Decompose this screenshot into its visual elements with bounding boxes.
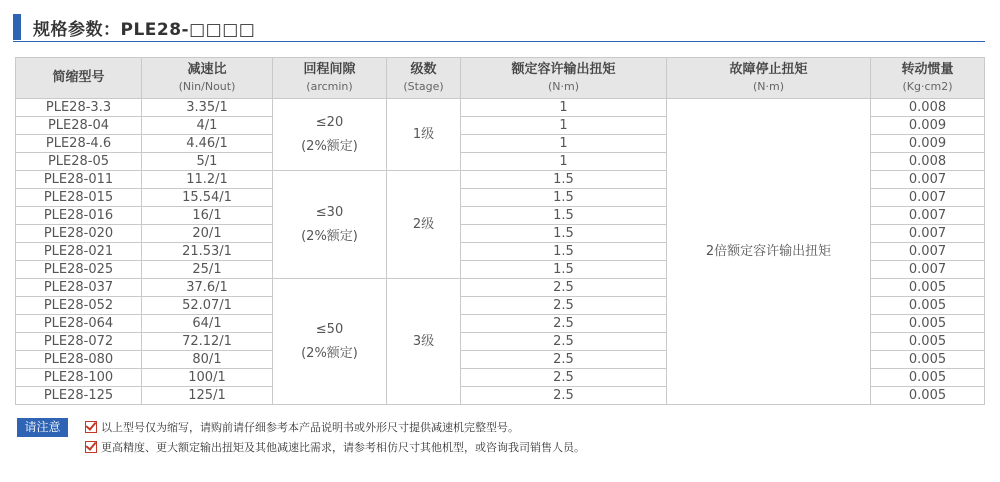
cell-backlash-group-1: ≤20 (2%额定) xyxy=(273,99,387,171)
column-header-ratio: 减速比 (Nin/Nout) xyxy=(142,58,273,99)
cell-ratio: 25/1 xyxy=(142,261,273,279)
cell-ratio: 4/1 xyxy=(142,117,273,135)
cell-inertia: 0.005 xyxy=(871,297,985,315)
cell-ratio: 80/1 xyxy=(142,351,273,369)
cell-stage-group-2: 2级 xyxy=(387,171,461,279)
column-header-model: 简缩型号 xyxy=(16,58,142,99)
cell-inertia: 0.005 xyxy=(871,351,985,369)
cell-rated-torque: 2.5 xyxy=(461,315,667,333)
table-row xyxy=(16,99,985,117)
cell-inertia: 0.007 xyxy=(871,243,985,261)
note-item xyxy=(85,420,519,436)
cell-ratio: 64/1 xyxy=(142,315,273,333)
cell-model: PLE28-3.3 xyxy=(16,99,142,117)
cell-ratio: 72.12/1 xyxy=(142,333,273,351)
cell-rated-torque: 2.5 xyxy=(461,279,667,297)
cell-inertia: 0.007 xyxy=(871,261,985,279)
cell-rated-torque: 1.5 xyxy=(461,225,667,243)
cell-model: PLE28-100 xyxy=(16,369,142,387)
section-header xyxy=(13,14,985,42)
cell-ratio: 5/1 xyxy=(142,153,273,171)
cell-ratio: 20/1 xyxy=(142,225,273,243)
cell-ratio: 21.53/1 xyxy=(142,243,273,261)
cell-backlash-group-2: ≤30 (2%额定) xyxy=(273,171,387,279)
cell-rated-torque: 1 xyxy=(461,117,667,135)
checkbox-checked-icon xyxy=(85,421,97,433)
cell-ratio: 4.46/1 xyxy=(142,135,273,153)
cell-inertia: 0.008 xyxy=(871,99,985,117)
cell-rated-torque: 1 xyxy=(461,135,667,153)
spec-table xyxy=(15,57,985,405)
cell-rated-torque: 1.5 xyxy=(461,261,667,279)
cell-inertia: 0.007 xyxy=(871,189,985,207)
accent-bar xyxy=(13,14,21,40)
notice-badge: 请注意 xyxy=(17,418,68,437)
column-header-inertia: 转动惯量 (Kg·cm2) xyxy=(871,58,985,99)
cell-stage-group-1: 1级 xyxy=(387,99,461,171)
cell-emergency-stop-torque: 2倍额定容许输出扭矩 xyxy=(667,99,871,405)
cell-model: PLE28-080 xyxy=(16,351,142,369)
column-header-stage: 级数 (Stage) xyxy=(387,58,461,99)
cell-ratio: 52.07/1 xyxy=(142,297,273,315)
cell-rated-torque: 1.5 xyxy=(461,243,667,261)
cell-model: PLE28-016 xyxy=(16,207,142,225)
cell-ratio: 16/1 xyxy=(142,207,273,225)
cell-backlash-group-3: ≤50 (2%额定) xyxy=(273,279,387,405)
column-header-rated-torque: 额定容许输出扭矩 (N·m) xyxy=(461,58,667,99)
cell-model: PLE28-125 xyxy=(16,387,142,405)
cell-rated-torque: 2.5 xyxy=(461,333,667,351)
cell-model: PLE28-021 xyxy=(16,243,142,261)
cell-inertia: 0.007 xyxy=(871,225,985,243)
cell-model: PLE28-037 xyxy=(16,279,142,297)
cell-ratio: 3.35/1 xyxy=(142,99,273,117)
cell-ratio: 15.54/1 xyxy=(142,189,273,207)
cell-ratio: 11.2/1 xyxy=(142,171,273,189)
cell-model: PLE28-072 xyxy=(16,333,142,351)
table-header-row xyxy=(16,58,985,99)
cell-model: PLE28-052 xyxy=(16,297,142,315)
cell-inertia: 0.009 xyxy=(871,135,985,153)
page-title: 规格参数：PLE28-□□□□ xyxy=(33,20,256,40)
cell-model: PLE28-020 xyxy=(16,225,142,243)
cell-stage-group-3: 3级 xyxy=(387,279,461,405)
cell-rated-torque: 2.5 xyxy=(461,297,667,315)
cell-inertia: 0.005 xyxy=(871,333,985,351)
cell-inertia: 0.007 xyxy=(871,171,985,189)
cell-ratio: 125/1 xyxy=(142,387,273,405)
cell-model: PLE28-015 xyxy=(16,189,142,207)
cell-inertia: 0.005 xyxy=(871,369,985,387)
cell-model: PLE28-011 xyxy=(16,171,142,189)
cell-rated-torque: 2.5 xyxy=(461,369,667,387)
cell-rated-torque: 1 xyxy=(461,99,667,117)
cell-model: PLE28-04 xyxy=(16,117,142,135)
cell-rated-torque: 1.5 xyxy=(461,171,667,189)
cell-rated-torque: 2.5 xyxy=(461,351,667,369)
cell-inertia: 0.007 xyxy=(871,207,985,225)
note-item xyxy=(85,440,585,456)
cell-rated-torque: 1.5 xyxy=(461,207,667,225)
cell-ratio: 100/1 xyxy=(142,369,273,387)
cell-inertia: 0.005 xyxy=(871,387,985,405)
column-header-emergency-stop-torque: 故障停止扭矩 (N·m) xyxy=(667,58,871,99)
cell-model: PLE28-025 xyxy=(16,261,142,279)
note-text: 更高精度、更大额定输出扭矩及其他减速比需求，请参考相仿尺寸其他机型，或咨询我司销售人员。 xyxy=(101,441,585,454)
checkbox-checked-icon xyxy=(85,441,97,453)
note-text: 以上型号仅为缩写，请购前请仔细参考本产品说明书或外形尺寸提供减速机完整型号。 xyxy=(101,421,519,434)
cell-model: PLE28-064 xyxy=(16,315,142,333)
cell-ratio: 37.6/1 xyxy=(142,279,273,297)
cell-inertia: 0.009 xyxy=(871,117,985,135)
cell-rated-torque: 1.5 xyxy=(461,189,667,207)
header-divider xyxy=(13,41,985,42)
cell-inertia: 0.005 xyxy=(871,315,985,333)
cell-rated-torque: 2.5 xyxy=(461,387,667,405)
cell-inertia: 0.008 xyxy=(871,153,985,171)
column-header-backlash: 回程间隙 (arcmin) xyxy=(273,58,387,99)
cell-inertia: 0.005 xyxy=(871,279,985,297)
cell-model: PLE28-05 xyxy=(16,153,142,171)
cell-model: PLE28-4.6 xyxy=(16,135,142,153)
cell-rated-torque: 1 xyxy=(461,153,667,171)
